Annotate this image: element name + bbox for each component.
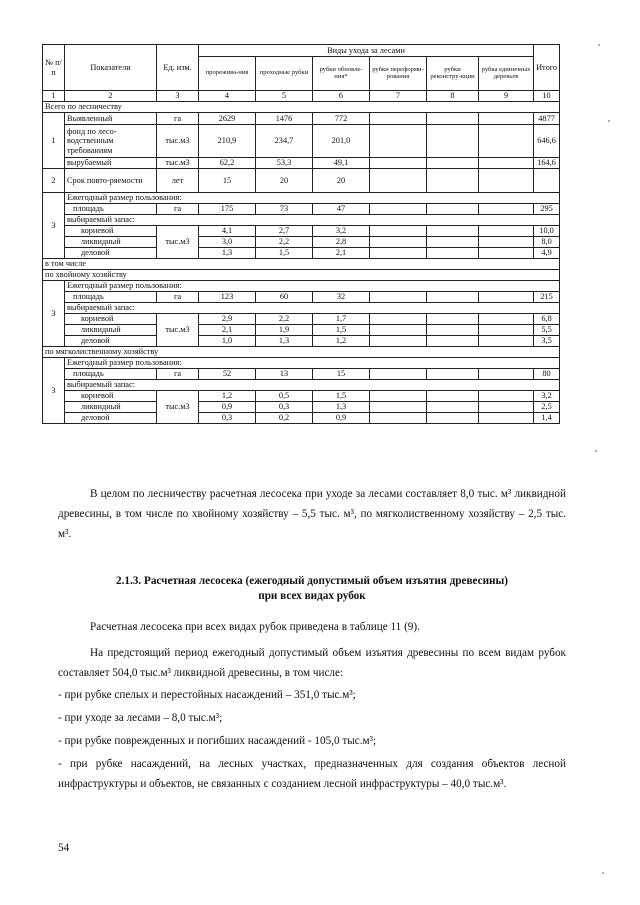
table-row [43,402,560,413]
cell [370,369,427,380]
header-unit: Ед. изм. [157,45,199,91]
cell: 0,3 [199,413,256,424]
row-label: площадь [65,292,157,303]
cell [427,402,479,413]
table-row [43,113,560,125]
harvestable-stock-label: выбираемый запас: [65,380,560,391]
row-label: Выявленный [65,113,157,125]
header-num: № п/п [43,45,65,91]
cell [370,336,427,347]
cell: 1,4 [534,413,560,424]
cell: 5,5 [534,325,560,336]
cell [479,402,534,413]
cell: 2,2 [256,237,313,248]
cell: 215 [534,292,560,303]
row-unit: лет [157,169,199,193]
row-unit: га [157,113,199,125]
table-row [43,325,560,336]
cell: 164,6 [534,158,560,169]
table-row [43,314,560,325]
row-label: деловой [65,248,157,259]
cell: 15 [313,369,370,380]
row-label: корневой [65,226,157,237]
colnum: 2 [65,91,157,102]
cell: 3,2 [534,391,560,402]
cell [370,292,427,303]
cell [370,125,427,158]
cell [427,226,479,237]
row-label: ликвидный [65,402,157,413]
row-number: 1 [43,113,65,169]
cell [370,391,427,402]
forest-care-table [42,44,560,424]
cell: 2,9 [199,314,256,325]
colnum: 4 [199,91,256,102]
cell [479,336,534,347]
cell: 1,2 [199,391,256,402]
cell [479,169,534,193]
cell [370,237,427,248]
row-unit: тыс.м3 [157,125,199,158]
cell: 0,2 [256,413,313,424]
including-label: в том числе [43,259,560,270]
section-softwood: по мягколиственному хозяйству [43,347,560,358]
cell [370,169,427,193]
cell: 0,3 [256,402,313,413]
cell: 6,8 [534,314,560,325]
cell: 1,2 [313,336,370,347]
cell: 47 [313,204,370,215]
header-single: рубка единичных деревьев [479,57,534,91]
cell: 0,5 [256,391,313,402]
table-row [43,125,560,158]
cell: 1476 [256,113,313,125]
cell: 62,2 [199,158,256,169]
annual-usage-label: Ежегодный размер пользования: [65,358,560,369]
row-label: фонд по лесо-водственным требованиям [65,125,157,158]
cell: 0,9 [199,402,256,413]
header-renewal: рубки обновле-ния* [313,57,370,91]
cell: 646,6 [534,125,560,158]
cell: 10,0 [534,226,560,237]
header-reconstruction: рубки реконстру-кции [427,57,479,91]
summary-paragraph: В целом по лесничеству расчетная лесосека при уходе за лесами составляет 8,0 тыс. м³ ликвидной древесины, в том числе по хвойному хозяйству – 5,5 тыс. м³, по мягколиственному хозяйству – 2,5 тыс. м³. [58,488,566,540]
period-paragraph: На предстоящий период ежегодный допустимый объем изъятия древесины по всем видам рубок составляет 504,0 тыс.м³ ликвидной древесины, в том числе: [58,647,566,679]
colnum: 8 [427,91,479,102]
intro-paragraph: Расчетная лесосека при всех видах рубок приведена в таблице 11 (9). [90,621,420,633]
cell: 80 [534,369,560,380]
list-item: - при рубке насаждений, на лесных участках, предназначенных для создания объектов лесной инфраструктуры и объектов, не связанных с созданием лесной инфраструктуры – 40,0 тыс.м³. [58,758,566,790]
cell: 0,9 [313,413,370,424]
cell: 175 [199,204,256,215]
header-passing: проходные рубки [256,57,313,91]
table-row [43,237,560,248]
row-label: Срок повто-ряемости [65,169,157,193]
cell: 772 [313,113,370,125]
row-label: деловой [65,336,157,347]
cell: 3,2 [313,226,370,237]
cell: 53,3 [256,158,313,169]
cell [370,314,427,325]
colnum: 10 [534,91,560,102]
row-number: 3 [43,193,65,259]
cell [427,158,479,169]
row-unit: тыс.м3 [157,226,199,259]
cell: 3,0 [199,237,256,248]
cell: 2,1 [313,248,370,259]
cell [479,125,534,158]
cell [427,292,479,303]
cell [427,125,479,158]
cell: 52 [199,369,256,380]
row-unit: тыс.м3 [157,391,199,424]
cell: 8,0 [534,237,560,248]
cell [479,204,534,215]
row-unit: тыс.м3 [157,314,199,347]
scan-speck [595,450,597,452]
cell: 210,9 [199,125,256,158]
cell: 1,5 [313,325,370,336]
row-label: ликвидный [65,237,157,248]
row-unit: тыс.м3 [157,158,199,169]
row-label: ликвидный [65,325,157,336]
cell [534,169,560,193]
cell [427,248,479,259]
row-label: площадь [65,369,157,380]
cell: 1,3 [199,248,256,259]
cell: 1,3 [256,336,313,347]
column-number-row [43,91,560,102]
cell: 123 [199,292,256,303]
cell [427,391,479,402]
cell: 15 [199,169,256,193]
cell [479,314,534,325]
harvestable-stock-label: выбираемый запас: [65,303,560,314]
cell [370,402,427,413]
cell: 73 [256,204,313,215]
scan-speck [608,120,610,122]
colnum: 9 [479,91,534,102]
row-unit: га [157,369,199,380]
cell: 20 [256,169,313,193]
list-item: - при рубке поврежденных и погибших насаждений - 105,0 тыс.м³; [58,735,377,747]
cell: 20 [313,169,370,193]
cell [479,113,534,125]
header-reform: рубки переформи-рования [370,57,427,91]
row-label: вырубаемый [65,158,157,169]
cell: 201,0 [313,125,370,158]
cell [479,369,534,380]
cell: 3,5 [534,336,560,347]
row-label: площадь [65,204,157,215]
cell [370,113,427,125]
cell: 4,1 [199,226,256,237]
cell [479,413,534,424]
cell [370,226,427,237]
cell [479,237,534,248]
cell [479,158,534,169]
cell: 13 [256,369,313,380]
colnum: 1 [43,91,65,102]
row-label: корневой [65,314,157,325]
cell [370,158,427,169]
cell [479,248,534,259]
table-row [43,413,560,424]
row-number: 3 [43,281,65,347]
cell: 2,2 [256,314,313,325]
cell: 2,7 [256,226,313,237]
list-item: - при уходе за лесами – 8,0 тыс.м³; [58,712,223,724]
cell [427,169,479,193]
cell [427,336,479,347]
cell [427,204,479,215]
annual-usage-label: Ежегодный размер пользования: [65,281,560,292]
header-thinning: прорежива-ния [199,57,256,91]
section-heading-line2: при всех видах рубок [258,590,366,602]
harvestable-stock-label: выбираемый запас: [65,215,560,226]
cell [370,413,427,424]
colnum: 6 [313,91,370,102]
row-unit: га [157,292,199,303]
cell: 49,1 [313,158,370,169]
scan-speck [598,44,600,46]
cell: 2,1 [199,325,256,336]
table-row [43,158,560,169]
table-row [43,369,560,380]
cell [370,248,427,259]
scan-speck [602,872,604,874]
section-conifer: по хвойному хозяйству [43,270,560,281]
cell: 2629 [199,113,256,125]
cell: 234,7 [256,125,313,158]
section-heading-line1: 2.1.3. Расчетная лесосека (ежегодный допустимый объем изъятия древесины) [116,575,508,587]
cell [479,292,534,303]
cell [370,204,427,215]
cell: 2,8 [313,237,370,248]
cell: 295 [534,204,560,215]
table-row [43,292,560,303]
cell: 32 [313,292,370,303]
cell: 60 [256,292,313,303]
row-label: корневой [65,391,157,402]
header-total: Итого [534,45,560,91]
cell [370,325,427,336]
colnum: 3 [157,91,199,102]
cell [479,391,534,402]
row-unit: га [157,204,199,215]
list-item: - при рубке спелых и перестойных насаждений – 351,0 тыс.м³; [58,689,356,701]
colnum: 7 [370,91,427,102]
section-total-forestry: Всего по лесничеству [43,102,560,113]
cell: 1,0 [199,336,256,347]
table-row [43,336,560,347]
header-care-types: Виды ухода за лесами [199,45,534,57]
cell [427,113,479,125]
cell: 1,9 [256,325,313,336]
row-number: 3 [43,358,65,424]
table-row [43,226,560,237]
cell: 4,9 [534,248,560,259]
cell: 1,7 [313,314,370,325]
cell [427,237,479,248]
cell: 4877 [534,113,560,125]
cell [427,413,479,424]
cell [479,226,534,237]
annual-usage-label: Ежегодный размер пользования: [65,193,560,204]
cell: 1,5 [256,248,313,259]
cell: 1,5 [313,391,370,402]
cell [427,325,479,336]
table-row [43,391,560,402]
cell [427,369,479,380]
row-number: 2 [43,169,65,193]
cell: 1,3 [313,402,370,413]
table-row [43,248,560,259]
cell [479,325,534,336]
page-number: 54 [58,842,70,854]
cell: 2,5 [534,402,560,413]
cell [427,314,479,325]
colnum: 5 [256,91,313,102]
header-indicators: Показатели [65,45,157,91]
table-row [43,204,560,215]
row-label: деловой [65,413,157,424]
table-row [43,169,560,193]
